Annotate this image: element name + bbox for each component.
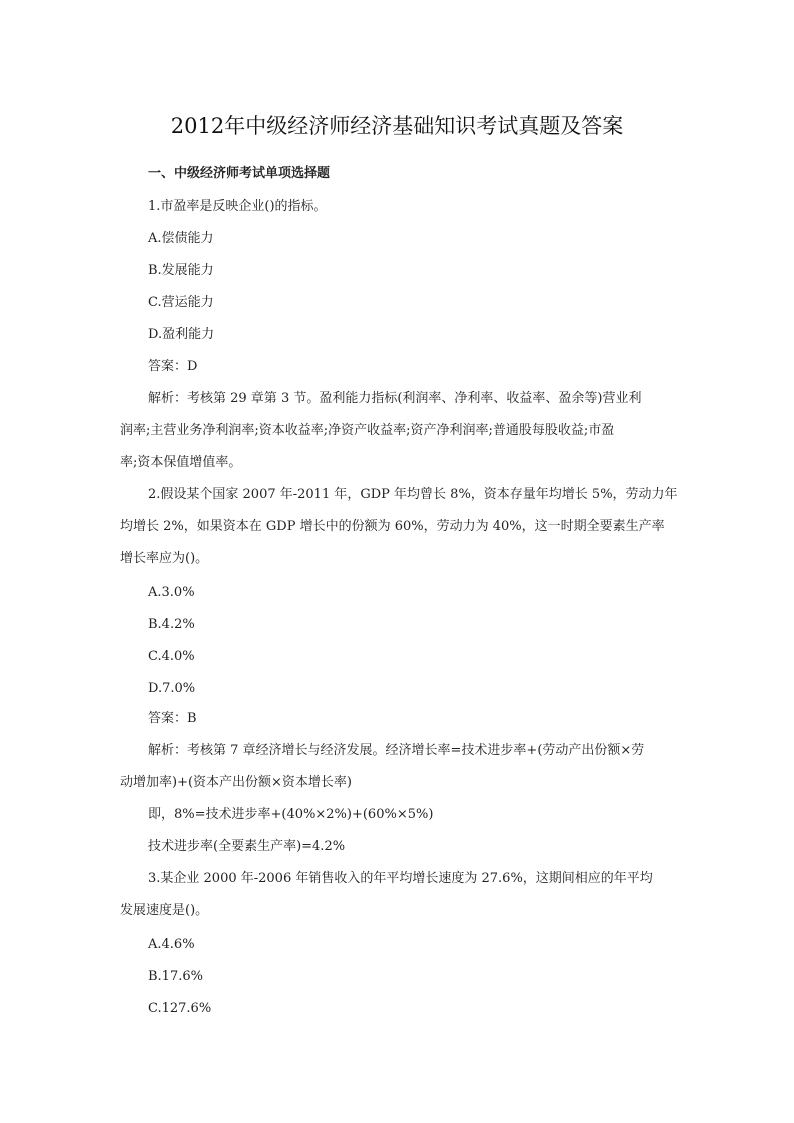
question-2-line-1: 2.假设某个国家 2007 年-2011 年，GDP 年均曾长 8%，资本存量年均增长 5%，劳动力年 [148,487,678,502]
q2-option-a: A.3.0% [148,585,195,600]
q1-option-d: D.盈利能力 [148,327,215,342]
q1-answer: 答案：D [148,359,198,374]
q1-option-c: C.营运能力 [148,295,214,310]
q2-option-b: B.4.2% [148,617,195,632]
q1-analysis-line-1: 解析：考核第 29 章第 3 节。盈利能力指标(利润率、净利率、收益率、盈余等)营业利 [148,391,642,406]
q1-analysis-line-3: 率;资本保值增值率。 [120,455,242,470]
q3-option-c: C.127.6% [148,1001,212,1016]
section-heading: 一、中级经济师考试单项选择题 [148,166,331,181]
document-title: 2012年中级经济师经济基础知识考试真题及答案 [170,114,624,138]
question-2-line-3: 增长率应为()。 [120,551,209,566]
q2-option-d: D.7.0% [148,681,196,696]
question-1: 1.市盈率是反映企业()的指标。 [148,199,327,214]
q2-analysis-line-2: 动增加率)+(资本产出份额×资本增长率) [120,775,353,790]
q1-option-b: B.发展能力 [148,263,214,278]
q1-analysis-line-2: 润率;主营业务净利润率;资本收益率;净资产收益率;资产净利润率;普通股每股收益;市盈 [120,423,615,438]
q3-option-b: B.17.6% [148,969,203,984]
q3-option-a: A.4.6% [148,937,195,952]
q2-answer: 答案：B [148,711,197,726]
q2-option-c: C.4.0% [148,649,195,664]
question-3-line-1: 3.某企业 2000 年-2006 年销售收入的年平均增长速度为 27.6%，这期间相应的年平均 [148,871,653,886]
question-2-line-2: 均增长 2%，如果资本在 GDP 增长中的份额为 60%，劳动力为 40%，这一时期全要素生产率 [120,519,665,534]
q1-option-a: A.偿债能力 [148,231,214,246]
q2-result: 技术进步率(全要素生产率)=4.2% [148,839,346,854]
q2-formula: 即，8%=技术进步率+(40%×2%)+(60%×5%) [148,807,434,822]
question-3-line-2: 发展速度是()。 [120,903,209,918]
q2-analysis-line-1: 解析：考核第 7 章经济增长与经济发展。经济增长率=技术进步率+(劳动产出份额×劳 [148,743,645,758]
